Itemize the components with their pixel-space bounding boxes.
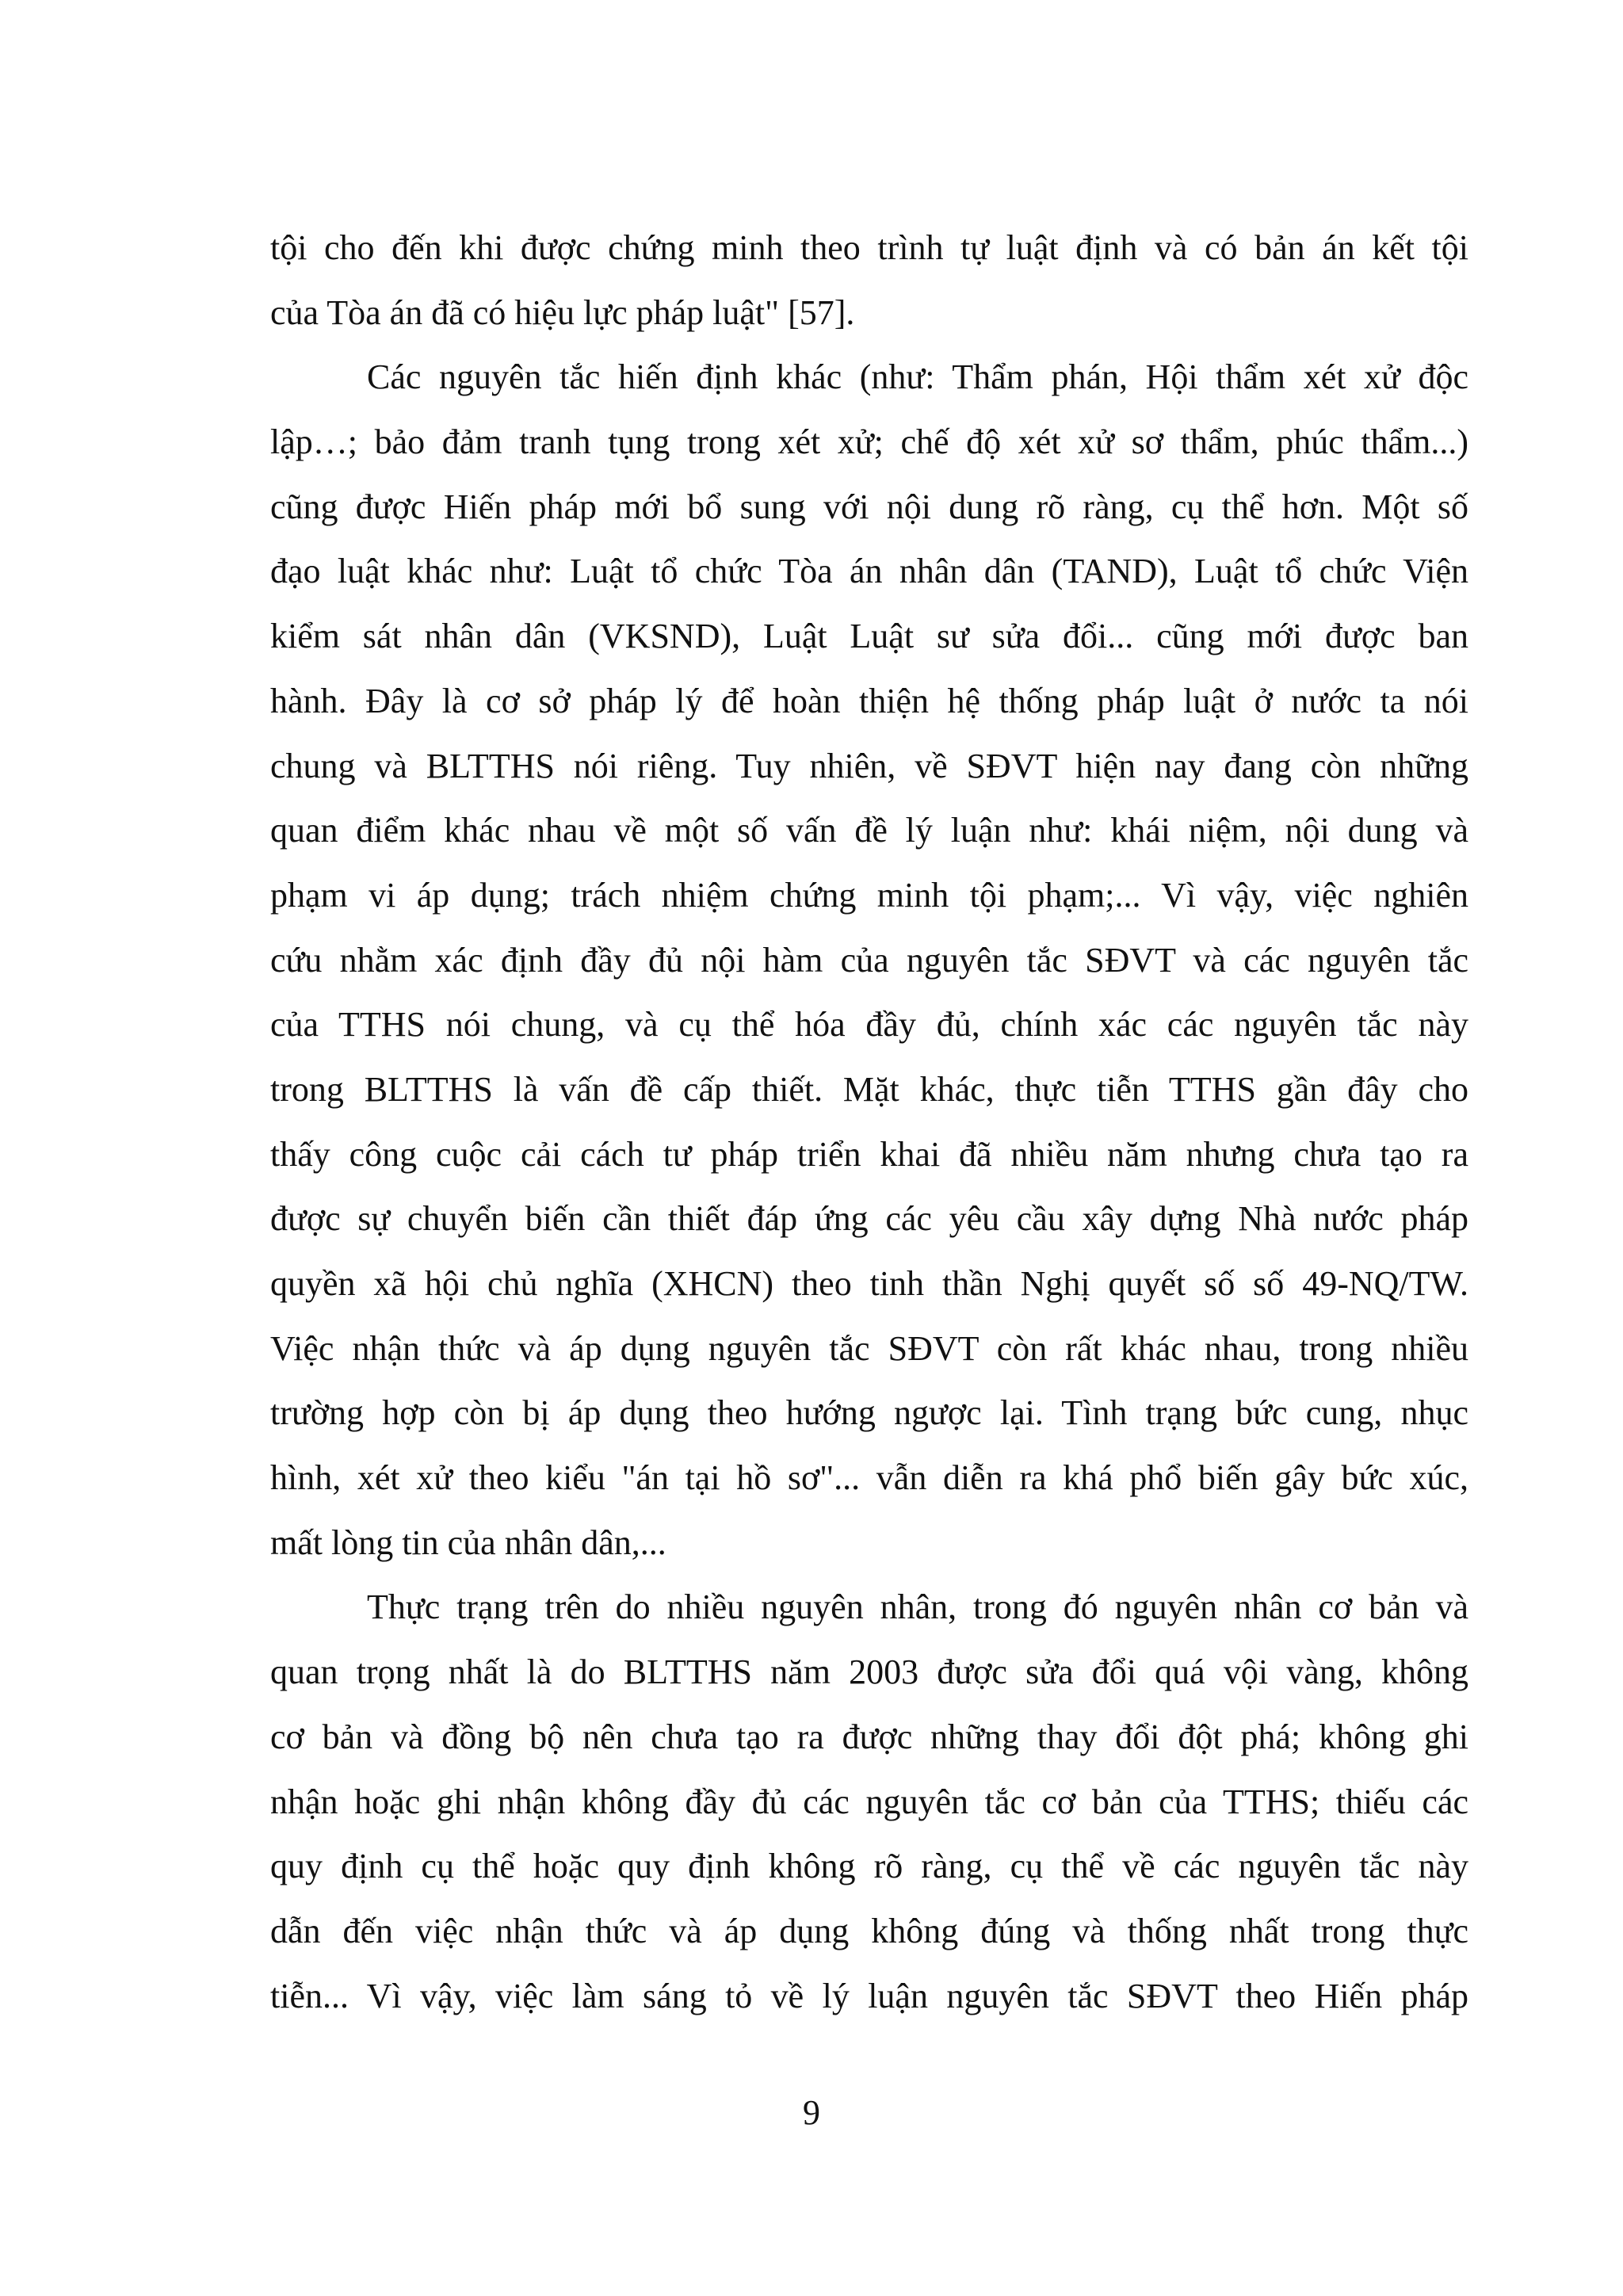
text-line: quyền xã hội chủ nghĩa (XHCN) theo tinh thần Nghị quyết số số 49-NQ/TW. xyxy=(270,1264,1468,1303)
text-line: chung và BLTTHS nói riêng. Tuy nhiên, về SĐVT hiện nay đang còn những xyxy=(270,746,1468,785)
text-line: dẫn đến việc nhận thức và áp dụng không đúng và thống nhất trong thực xyxy=(270,1911,1468,1950)
text-line: hình, xét xử theo kiểu "án tại hồ sơ"... vẫn diễn ra khá phổ biến gây bức xúc, xyxy=(270,1458,1468,1498)
paragraph xyxy=(270,216,1468,345)
text-line: cơ bản và đồng bộ nên chưa tạo ra được những thay đổi đột phá; không ghi xyxy=(270,1717,1468,1756)
text-line: Các nguyên tắc hiến định khác (như: Thẩm phán, Hội thẩm xét xử độc xyxy=(367,357,1468,397)
text-line: Thực trạng trên do nhiều nguyên nhân, trong đó nguyên nhân cơ bản và xyxy=(367,1587,1468,1627)
text-line: tiễn... Vì vậy, việc làm sáng tỏ về lý luận nguyên tắc SĐVT theo Hiến pháp xyxy=(270,1976,1468,2015)
text-line: đạo luật khác như: Luật tổ chức Tòa án nhân dân (TAND), Luật tổ chức Viện xyxy=(270,552,1468,591)
text-line: thấy công cuộc cải cách tư pháp triển khai đã nhiều năm nhưng chưa tạo ra xyxy=(270,1134,1468,1174)
text-line: kiểm sát nhân dân (VKSND), Luật Luật sư sửa đổi... cũng mới được ban xyxy=(270,617,1468,656)
text-line: mất lòng tin của nhân dân,... xyxy=(270,1522,666,1562)
text-line: quan điểm khác nhau về một số vấn đề lý luận như: khái niệm, nội dung và xyxy=(270,811,1468,850)
text-line: tội cho đến khi được chứng minh theo trình tự luật định và có bản án kết tội xyxy=(270,228,1468,267)
text-line: Việc nhận thức và áp dụng nguyên tắc SĐVT còn rất khác nhau, trong nhiều xyxy=(270,1328,1468,1368)
text-line: trường hợp còn bị áp dụng theo hướng ngược lại. Tình trạng bức cung, nhục xyxy=(270,1393,1468,1433)
text-line: quy định cụ thể hoặc quy định không rõ ràng, cụ thể về các nguyên tắc này xyxy=(270,1847,1468,1886)
text-line: nhận hoặc ghi nhận không đầy đủ các nguyên tắc cơ bản của TTHS; thiếu các xyxy=(270,1782,1468,1821)
text-line: cũng được Hiến pháp mới bổ sung với nội dung rõ ràng, cụ thể hơn. Một số xyxy=(270,487,1468,526)
text-line: lập…; bảo đảm tranh tụng trong xét xử; chế độ xét xử sơ thẩm, phúc thẩm...) xyxy=(270,422,1468,462)
text-line: hành. Đây là cơ sở pháp lý để hoàn thiện hệ thống pháp luật ở nước ta nói xyxy=(270,681,1468,720)
text-line: của Tòa án đã có hiệu lực pháp luật" [57]. xyxy=(270,292,855,332)
text-line: quan trọng nhất là do BLTTHS năm 2003 được sửa đổi quá vội vàng, không xyxy=(270,1652,1468,1692)
paragraph xyxy=(270,1575,1468,2028)
text-line: phạm vi áp dụng; trách nhiệm chứng minh tội phạm;... Vì vậy, việc nghiên xyxy=(270,875,1468,915)
paragraph xyxy=(270,345,1468,1575)
text-line: được sự chuyển biến cần thiết đáp ứng các yêu cầu xây dựng Nhà nước pháp xyxy=(270,1199,1468,1239)
body-text xyxy=(270,216,1468,2028)
text-line: trong BLTTHS là vấn đề cấp thiết. Mặt khác, thực tiễn TTHS gần đây cho xyxy=(270,1069,1468,1109)
text-line: của TTHS nói chung, và cụ thể hóa đầy đủ, chính xác các nguyên tắc này xyxy=(270,1005,1468,1045)
page-number: 9 xyxy=(803,2093,820,2132)
text-line: cứu nhằm xác định đầy đủ nội hàm của nguyên tắc SĐVT và các nguyên tắc xyxy=(270,940,1468,980)
